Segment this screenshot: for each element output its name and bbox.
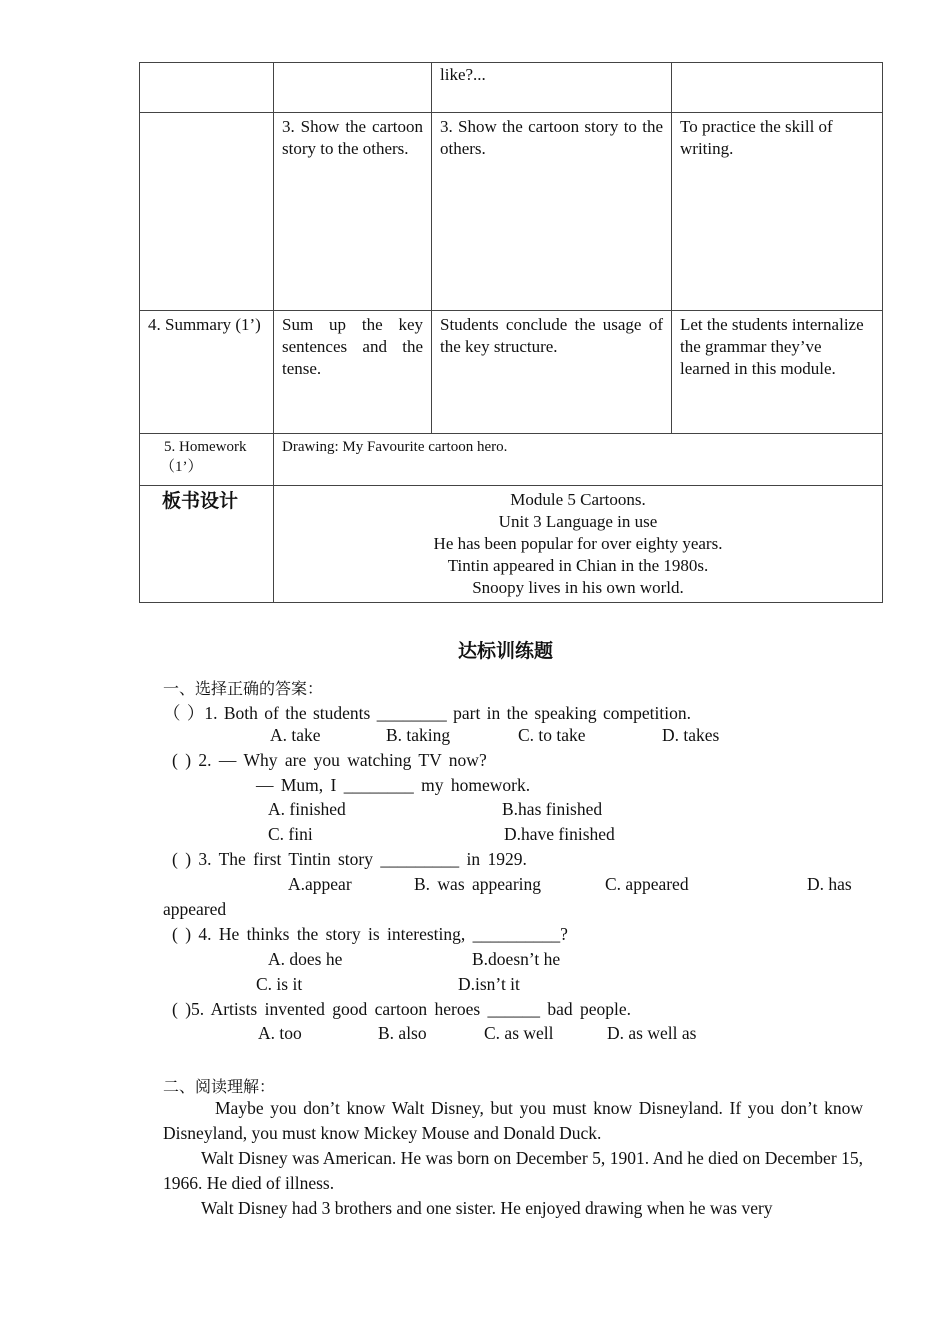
option: B. also (378, 1023, 427, 1043)
option: A. too (258, 1023, 302, 1043)
cell-student-activity: 3. Show the cartoon story to the others. (432, 113, 672, 311)
table-row (140, 311, 883, 434)
option: B. was appearing (414, 874, 542, 894)
option: B.has finished (502, 799, 603, 819)
question-2: ( ) 2. — Why are you watching TV now? (172, 750, 487, 770)
option: C. as well (484, 1023, 554, 1043)
question-2-line2: — Mum, I ________ my homework. (256, 775, 531, 795)
cell-purpose: To practice the skill of writing. (672, 113, 883, 311)
table-row (140, 63, 883, 113)
section-title: 二、阅读理解： (163, 1077, 276, 1096)
option-continued: appeared (163, 899, 227, 919)
option: A. does he (268, 949, 343, 969)
table-row (140, 434, 883, 486)
option: C. to take (518, 725, 586, 745)
reading-paragraph: Maybe you don’t know Walt Disney, but you must know Disneyland. If you don’t know Disneyland, you must know Mickey Mouse and Donald Duck. (163, 1098, 863, 1143)
board-line: Module 5 Cartoons. (510, 490, 646, 509)
homework-label: 5. Homework (164, 439, 247, 455)
board-design-label: 板书设计 (140, 486, 274, 603)
board-line: Unit 3 Language in use (498, 512, 658, 531)
option: B. taking (386, 725, 451, 745)
cell-student-activity: Students conclude the usage of the key structure. (432, 311, 672, 434)
cell-purpose: Let the students internalize the grammar they’ve learned in this module. (672, 311, 883, 434)
option: D. has (807, 874, 852, 894)
lesson-plan-table (139, 62, 883, 603)
option: D. as well as (607, 1023, 697, 1043)
homework-time: （1’） (160, 459, 203, 475)
exercise-title: 达标训练题 (458, 640, 554, 662)
option: C. fini (268, 824, 313, 844)
option: A. finished (268, 799, 346, 819)
cell-step (140, 434, 274, 486)
option: D. takes (662, 725, 720, 745)
option: A.appear (288, 874, 352, 894)
option: C. appeared (605, 874, 689, 894)
cell-teacher-activity: Sum up the key sentences and the tense. (274, 311, 432, 434)
cell-step: 4. Summary (1’) (140, 311, 274, 434)
question-5: ( )5. Artists invented good cartoon heroes ______ bad people. (172, 999, 632, 1019)
question-3: ( ) 3. The first Tintin story _________ in 1929. (172, 849, 527, 869)
cell-homework: Drawing: My Favourite cartoon hero. (274, 434, 883, 486)
table-row (140, 113, 883, 311)
option: D.isn’t it (458, 974, 520, 994)
section-title: 一、选择正确的答案： (163, 679, 324, 698)
option: D.have finished (504, 824, 615, 844)
cell-teacher-activity: 3. Show the cartoon story to the others. (274, 113, 432, 311)
board-line: Snoopy lives in his own world. (472, 578, 684, 597)
reading-paragraph: Walt Disney had 3 brothers and one sister. He enjoyed drawing when he was very (201, 1198, 773, 1218)
question-1: （ ）1. Both of the students ________ part in the speaking competition. (163, 703, 691, 723)
table-row (140, 486, 883, 603)
reading-paragraph: Walt Disney was American. He was born on December 5, 1901. And he died on December 15, 1966. He died of illness. (163, 1148, 863, 1193)
option: A. take (270, 725, 321, 745)
cell-activity: like?... (432, 63, 672, 113)
option: C. is it (256, 974, 303, 994)
option: B.doesn’t he (472, 949, 561, 969)
question-4: ( ) 4. He thinks the story is interesting, __________? (172, 924, 568, 944)
board-line: He has been popular for over eighty years. (433, 534, 723, 553)
board-line: Tintin appeared in Chian in the 1980s. (447, 556, 709, 575)
board-design-content (274, 486, 883, 603)
